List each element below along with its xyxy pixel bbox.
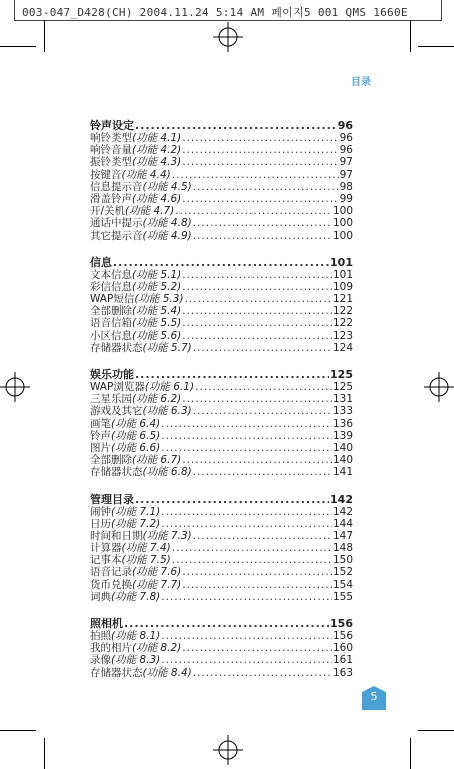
entry-page: 121 (332, 293, 353, 306)
entry-title: 画笔 (90, 417, 111, 430)
section-page: 125 (330, 368, 353, 381)
entry-page: 123 (332, 329, 353, 342)
entry-page: 150 (332, 554, 353, 567)
entry-title: 振铃类型 (90, 156, 132, 169)
entry-page: 125 (332, 381, 353, 393)
entry-page: 133 (332, 405, 353, 418)
entry-page: 140 (332, 441, 353, 454)
entry-function-number: (功能 6.4) (111, 417, 161, 430)
toc-heading: 目录 (351, 77, 371, 88)
toc-entry[interactable] (90, 205, 353, 217)
entry-function-number: (功能 4.2) (132, 144, 182, 157)
toc-section (90, 119, 353, 242)
entry-title: WAP短信 (90, 293, 135, 306)
section-title: 照相机 (90, 617, 123, 630)
entry-function-number: (功能 5.4) (132, 305, 182, 318)
section-page: 101 (330, 255, 353, 269)
entry-function-number: (功能 4.3) (132, 156, 182, 169)
section-title: 信息 (90, 255, 112, 269)
leader-dots (161, 418, 332, 430)
toc-entry[interactable] (90, 156, 353, 168)
entry-page: 98 (339, 180, 353, 193)
entry-title: 存储器状态 (90, 466, 143, 479)
leader-dots (161, 591, 332, 603)
entry-title: 小区信息 (90, 329, 132, 342)
registration-mark-right-icon (424, 372, 454, 402)
entry-page: 156 (332, 630, 353, 642)
toc-entry[interactable] (90, 418, 353, 430)
toc-entry[interactable] (90, 144, 353, 156)
entry-function-number: (功能 6.5) (111, 429, 161, 442)
leader-dots (193, 466, 332, 478)
entry-title: 滑盖铃声 (90, 192, 132, 205)
crop-mark-bottom-left-v (44, 738, 45, 769)
leader-dots (161, 430, 332, 442)
crop-mark-top-left-v (44, 20, 45, 52)
section-title: 娱乐功能 (90, 368, 134, 381)
entry-page: 147 (332, 529, 353, 542)
crop-mark-top-left-h (0, 46, 36, 47)
section-title: 管理目录 (90, 492, 134, 506)
leader-dots (113, 256, 329, 269)
entry-title: 记事本 (90, 554, 122, 567)
entry-function-number: (功能 6.1) (144, 381, 195, 393)
leader-dots (172, 542, 332, 554)
toc-entry[interactable] (90, 293, 353, 305)
toc-entry[interactable] (90, 330, 353, 342)
entry-title: 词典 (90, 590, 111, 603)
leader-dots (193, 342, 332, 354)
entry-function-number: (功能 5.1) (132, 268, 182, 281)
entry-function-number: (功能 7.4) (121, 542, 171, 555)
entry-title: 货币兑换 (90, 578, 132, 591)
leader-dots (193, 217, 332, 229)
entry-title: 响铃类型 (90, 132, 132, 144)
entry-title: 计算器 (90, 542, 122, 555)
entry-title: 三星乐园 (90, 393, 132, 406)
registration-mark-top-icon (213, 22, 243, 52)
entry-title: 录像 (90, 654, 111, 667)
toc-entry[interactable] (90, 342, 353, 354)
crop-mark-top-right-v (410, 20, 411, 52)
leader-dots (182, 144, 338, 156)
toc-entry[interactable] (90, 169, 353, 181)
toc-entry[interactable] (90, 181, 353, 193)
entry-page: 97 (339, 168, 353, 181)
entry-page: 142 (332, 505, 353, 518)
entry-page: 124 (332, 341, 353, 354)
print-header: 003-047_D428(CH) 2004.11.24 5:14 AM 페이지5 001 QMS 1660E (22, 6, 408, 19)
leader-dots (161, 506, 332, 518)
entry-function-number: (功能 5.2) (132, 280, 182, 293)
toc-entry[interactable] (90, 518, 353, 530)
toc-section-heading[interactable] (90, 256, 353, 269)
toc-entry[interactable] (90, 217, 353, 229)
entry-title: 语音记录 (90, 566, 132, 579)
toc-entry[interactable] (90, 430, 353, 442)
leader-dots (161, 518, 332, 530)
entry-function-number: (功能 4.5) (142, 180, 192, 193)
crop-mark-bottom-right-h (418, 730, 454, 731)
toc-entry[interactable] (90, 591, 353, 603)
entry-function-number: (功能 8.3) (111, 654, 161, 667)
registration-mark-left-icon (0, 372, 30, 402)
leader-dots (161, 630, 332, 642)
table-of-contents (90, 119, 353, 693)
toc-entry[interactable] (90, 281, 353, 293)
toc-entry[interactable] (90, 642, 353, 654)
entry-page: 131 (332, 393, 353, 406)
entry-function-number: (功能 5.6) (132, 329, 182, 342)
toc-entry[interactable] (90, 506, 353, 518)
toc-entry[interactable] (90, 132, 353, 144)
entry-function-number: (功能 5.5) (132, 317, 182, 330)
toc-section-heading[interactable] (90, 119, 353, 132)
toc-section (90, 493, 353, 604)
entry-page: 100 (332, 229, 353, 242)
leader-dots (182, 454, 332, 466)
toc-entry[interactable] (90, 579, 353, 591)
entry-title: 图片 (90, 441, 111, 454)
section-page: 142 (330, 492, 353, 506)
entry-function-number: (功能 8.2) (132, 642, 182, 655)
entry-page: 122 (332, 317, 353, 330)
section-title: 铃声设定 (90, 119, 134, 132)
entry-function-number: (功能 7.7) (132, 578, 182, 591)
leader-dots (182, 281, 332, 293)
entry-page: 109 (332, 280, 353, 293)
entry-page: 96 (339, 144, 353, 157)
leader-dots (182, 642, 332, 654)
toc-section-heading[interactable] (90, 493, 353, 506)
entry-page: 136 (332, 417, 353, 430)
entry-function-number: (功能 7.8) (111, 590, 161, 603)
toc-entry[interactable] (90, 542, 353, 554)
entry-function-number: (功能 5.3) (134, 293, 184, 306)
leader-dots (161, 442, 332, 454)
toc-section-heading[interactable] (90, 617, 353, 630)
crop-mark-bottom-right-v (410, 738, 411, 769)
entry-title: 响铃音量 (90, 144, 132, 157)
entry-function-number: (功能 4.1) (132, 132, 182, 144)
entry-page: 141 (332, 466, 353, 479)
toc-entry[interactable] (90, 269, 353, 281)
leader-dots (182, 317, 332, 329)
leader-dots (182, 393, 332, 405)
entry-title: 通话中提示 (90, 217, 143, 230)
entry-title: 拍照 (90, 630, 111, 642)
leader-dots (135, 368, 329, 381)
entry-function-number: (功能 8.1) (111, 630, 161, 642)
entry-title: 游戏及其它 (90, 405, 143, 418)
entry-title: 文本信息 (90, 268, 132, 281)
leader-dots (193, 530, 332, 542)
entry-title: 闹钟 (90, 505, 111, 518)
registration-mark-bottom-icon (213, 735, 243, 765)
entry-function-number: (功能 7.1) (111, 505, 161, 518)
entry-page: 155 (332, 590, 353, 603)
entry-page: 96 (339, 132, 353, 144)
leader-dots (193, 181, 339, 193)
entry-title: 存储器状态 (90, 666, 143, 679)
toc-entry[interactable] (90, 405, 353, 417)
entry-page: 100 (332, 217, 353, 230)
entry-function-number: (功能 7.2) (111, 517, 161, 530)
entry-title: 全部删除 (90, 305, 132, 318)
toc-section-heading[interactable] (90, 368, 353, 381)
leader-dots (182, 156, 338, 168)
entry-function-number: (功能 6.7) (132, 454, 182, 467)
entry-page: 154 (332, 578, 353, 591)
entry-function-number: (功能 4.8) (142, 217, 192, 230)
entry-page: 100 (332, 205, 353, 218)
leader-dots (193, 405, 332, 417)
crop-mark-top-right-h (418, 46, 454, 47)
entry-function-number: (功能 8.4) (142, 666, 192, 679)
page-number: 5 (370, 690, 378, 703)
leader-dots (195, 381, 332, 393)
toc-entry[interactable] (90, 466, 353, 478)
entry-function-number: (功能 4.9) (142, 229, 192, 242)
entry-title: 日历 (90, 517, 111, 530)
toc-entry[interactable] (90, 554, 353, 566)
leader-dots (182, 305, 332, 317)
entry-title: 全部删除 (90, 454, 132, 467)
entry-page: 122 (332, 305, 353, 318)
toc-section (90, 617, 353, 679)
entry-title: WAP浏览器 (90, 381, 145, 393)
entry-page: 140 (332, 454, 353, 467)
leader-dots (193, 667, 332, 679)
entry-function-number: (功能 7.3) (142, 529, 192, 542)
entry-title: 语音信箱 (90, 317, 132, 330)
entry-page: 148 (332, 542, 353, 555)
section-page: 96 (337, 119, 353, 132)
entry-function-number: (功能 6.8) (142, 466, 192, 479)
toc-entry[interactable] (90, 381, 353, 393)
entry-page: 163 (332, 666, 353, 679)
leader-dots (124, 617, 329, 630)
entry-title: 存储器状态 (90, 341, 143, 354)
entry-title: 信息提示音 (90, 180, 143, 193)
entry-page: 152 (332, 566, 353, 579)
toc-entry[interactable] (90, 566, 353, 578)
entry-function-number: (功能 4.4) (121, 168, 171, 181)
toc-entry[interactable] (90, 630, 353, 642)
entry-title: 按键音 (90, 168, 122, 181)
leader-dots (135, 493, 329, 506)
entry-page: 139 (332, 429, 353, 442)
entry-function-number: (功能 5.7) (142, 341, 192, 354)
leader-dots (182, 132, 338, 144)
toc-entry[interactable] (90, 305, 353, 317)
leader-dots (182, 330, 332, 342)
leader-dots (172, 554, 332, 566)
entry-title: 其它提示音 (90, 229, 143, 242)
toc-entry[interactable] (90, 654, 353, 666)
entry-page: 99 (339, 192, 353, 205)
entry-page: 97 (339, 156, 353, 169)
leader-dots (182, 566, 332, 578)
crop-mark-bottom-left-h (0, 730, 36, 731)
entry-function-number: (功能 7.6) (132, 566, 182, 579)
entry-title: 彩信信息 (90, 280, 132, 293)
leader-dots (182, 193, 338, 205)
leader-dots (182, 269, 332, 281)
toc-entry[interactable] (90, 193, 353, 205)
entry-function-number: (功能 6.2) (132, 393, 182, 406)
leader-dots (161, 654, 332, 666)
entry-function-number: (功能 6.3) (142, 405, 192, 418)
toc-section (90, 256, 353, 354)
entry-page: 161 (332, 654, 353, 667)
leader-dots (185, 293, 332, 305)
entry-page: 101 (332, 268, 353, 281)
toc-entry[interactable] (90, 454, 353, 466)
leader-dots (172, 169, 339, 181)
entry-page: 144 (332, 517, 353, 530)
entry-title: 铃声 (90, 429, 111, 442)
entry-function-number: (功能 4.7) (125, 205, 175, 218)
toc-entry[interactable] (90, 230, 353, 242)
leader-dots (193, 230, 332, 242)
entry-title: 我的相片 (90, 642, 132, 655)
toc-entry[interactable] (90, 317, 353, 329)
entry-function-number: (功能 7.5) (121, 554, 171, 567)
page-number-badge (361, 685, 387, 711)
toc-entry[interactable] (90, 530, 353, 542)
toc-entry[interactable] (90, 393, 353, 405)
entry-title: 开/关机 (90, 205, 126, 218)
leader-dots (175, 205, 332, 217)
toc-entry[interactable] (90, 442, 353, 454)
entry-page: 160 (332, 642, 353, 655)
section-page: 156 (330, 617, 353, 630)
entry-title: 时间和日期 (90, 529, 143, 542)
entry-function-number: (功能 4.6) (132, 192, 182, 205)
entry-function-number: (功能 6.6) (111, 441, 161, 454)
toc-entry[interactable] (90, 667, 353, 679)
leader-dots (135, 119, 337, 132)
leader-dots (182, 579, 332, 591)
toc-section (90, 368, 353, 479)
